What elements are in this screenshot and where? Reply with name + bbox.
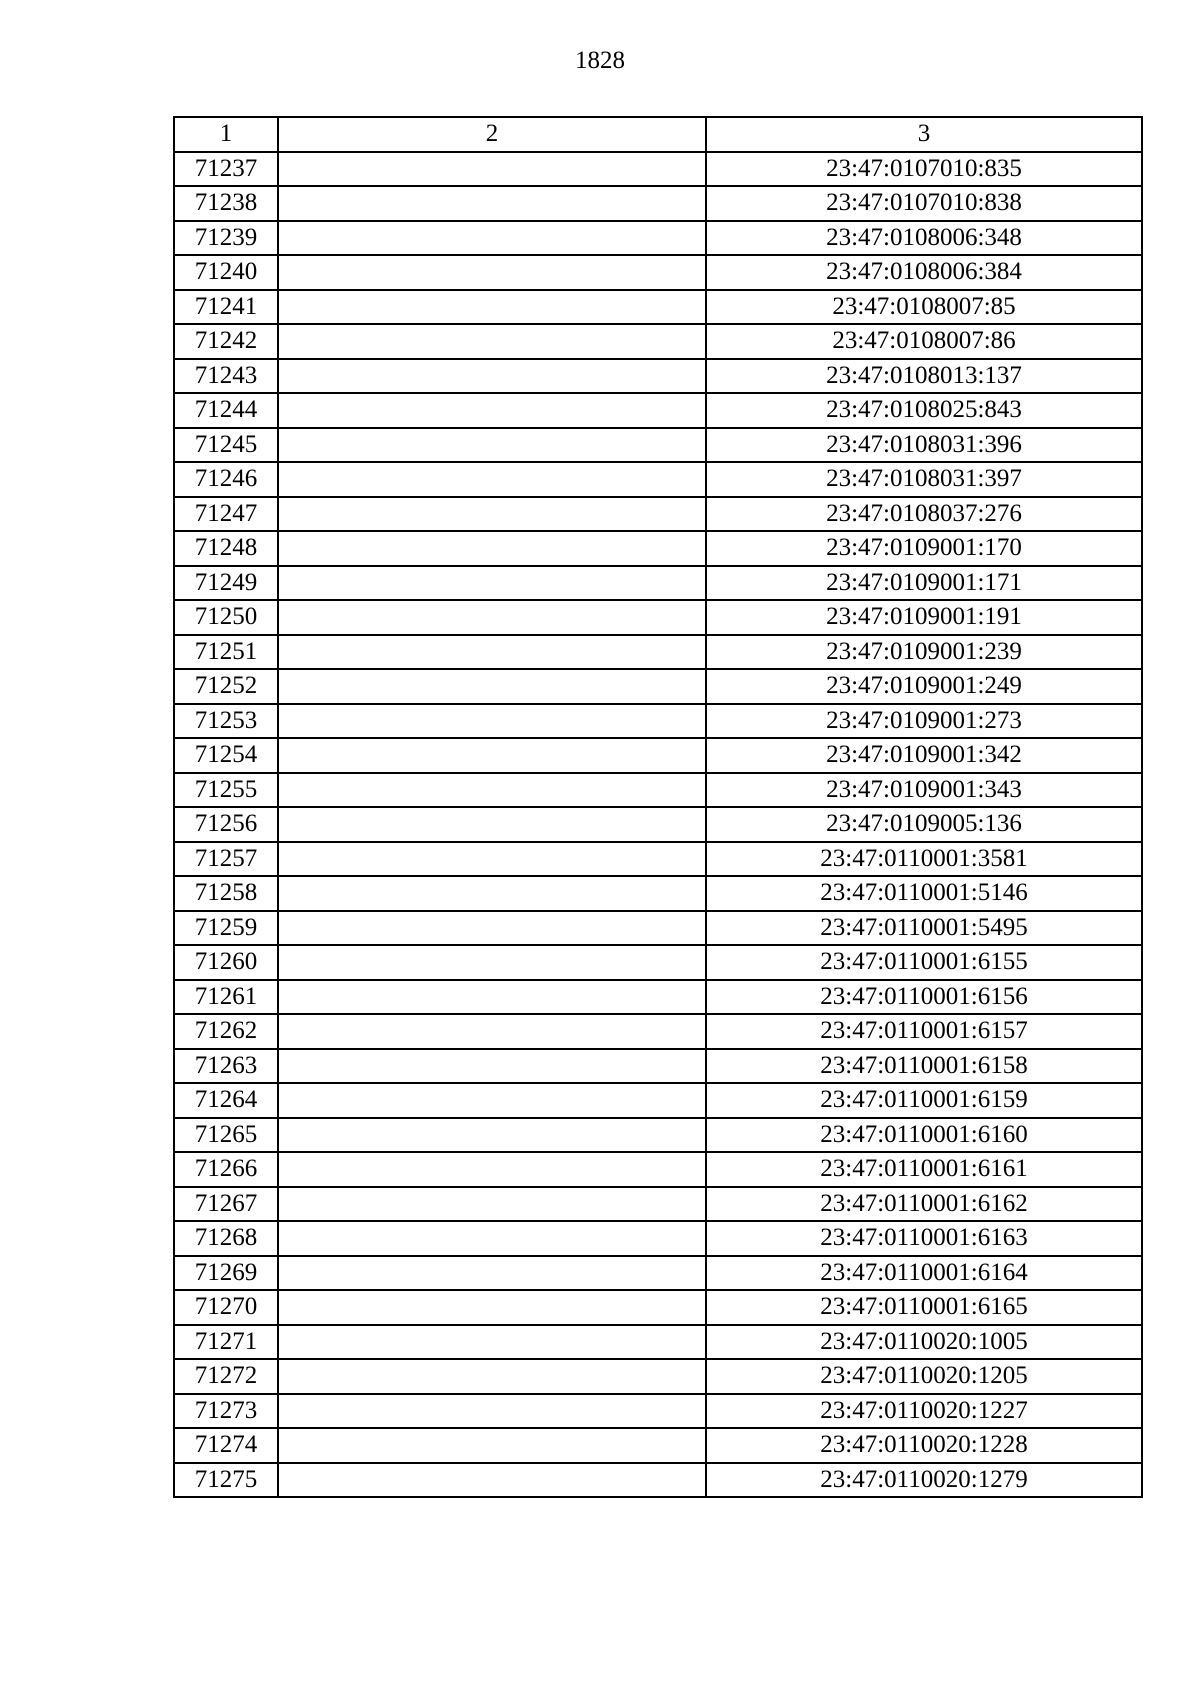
- row-number-cell: 71255: [174, 773, 278, 808]
- description-cell: [278, 462, 706, 497]
- table-row: [174, 738, 1142, 773]
- table-row: [174, 945, 1142, 980]
- description-cell: [278, 1049, 706, 1084]
- row-number-cell: 71271: [174, 1325, 278, 1360]
- table-row: [174, 1290, 1142, 1325]
- row-number-cell: 71259: [174, 911, 278, 946]
- cadastral-number-cell: 23:47:0109001:171: [706, 566, 1142, 601]
- cadastral-number-cell: 23:47:0110001:6164: [706, 1256, 1142, 1291]
- description-cell: [278, 773, 706, 808]
- row-number-cell: 71263: [174, 1049, 278, 1084]
- description-cell: [278, 359, 706, 394]
- table-row: [174, 1118, 1142, 1153]
- table-row: [174, 359, 1142, 394]
- table-row: [174, 1463, 1142, 1498]
- table-row: [174, 669, 1142, 704]
- description-cell: [278, 807, 706, 842]
- cadastral-number-cell: 23:47:0110001:6157: [706, 1014, 1142, 1049]
- table-row: [174, 1428, 1142, 1463]
- description-cell: [278, 186, 706, 221]
- description-cell: [278, 1463, 706, 1498]
- table-header-row: [174, 117, 1142, 152]
- table-row: [174, 186, 1142, 221]
- cadastral-number-cell: 23:47:0108006:348: [706, 221, 1142, 256]
- description-cell: [278, 945, 706, 980]
- description-cell: [278, 152, 706, 187]
- cadastral-table: [173, 116, 1143, 1498]
- description-cell: [278, 428, 706, 463]
- table-row: [174, 600, 1142, 635]
- row-number-cell: 71248: [174, 531, 278, 566]
- row-number-cell: 71262: [174, 1014, 278, 1049]
- row-number-cell: 71252: [174, 669, 278, 704]
- description-cell: [278, 324, 706, 359]
- cadastral-number-cell: 23:47:0109001:273: [706, 704, 1142, 739]
- table-row: [174, 1394, 1142, 1429]
- row-number-cell: 71247: [174, 497, 278, 532]
- cadastral-number-cell: 23:47:0110001:5495: [706, 911, 1142, 946]
- description-cell: [278, 290, 706, 325]
- row-number-cell: 71241: [174, 290, 278, 325]
- description-cell: [278, 1359, 706, 1394]
- cadastral-number-cell: 23:47:0110020:1205: [706, 1359, 1142, 1394]
- table-row: [174, 1221, 1142, 1256]
- column-header-1: 1: [174, 117, 278, 152]
- cadastral-number-cell: 23:47:0108031:397: [706, 462, 1142, 497]
- row-number-cell: 71245: [174, 428, 278, 463]
- table-body: [174, 117, 1142, 1497]
- row-number-cell: 71253: [174, 704, 278, 739]
- row-number-cell: 71264: [174, 1083, 278, 1118]
- cadastral-number-cell: 23:47:0108013:137: [706, 359, 1142, 394]
- row-number-cell: 71258: [174, 876, 278, 911]
- table-row: [174, 1083, 1142, 1118]
- row-number-cell: 71256: [174, 807, 278, 842]
- description-cell: [278, 1014, 706, 1049]
- cadastral-number-cell: 23:47:0108025:843: [706, 393, 1142, 428]
- cadastral-number-cell: 23:47:0110001:6158: [706, 1049, 1142, 1084]
- description-cell: [278, 566, 706, 601]
- description-cell: [278, 1221, 706, 1256]
- page-number: 1828: [575, 47, 625, 74]
- cadastral-number-cell: 23:47:0108031:396: [706, 428, 1142, 463]
- cadastral-number-cell: 23:47:0110001:6165: [706, 1290, 1142, 1325]
- cadastral-number-cell: 23:47:0107010:838: [706, 186, 1142, 221]
- cadastral-number-cell: 23:47:0109001:249: [706, 669, 1142, 704]
- cadastral-number-cell: 23:47:0109001:191: [706, 600, 1142, 635]
- cadastral-number-cell: 23:47:0110001:6160: [706, 1118, 1142, 1153]
- description-cell: [278, 738, 706, 773]
- table-row: [174, 911, 1142, 946]
- row-number-cell: 71243: [174, 359, 278, 394]
- row-number-cell: 71265: [174, 1118, 278, 1153]
- table-row: [174, 704, 1142, 739]
- table-row: [174, 1359, 1142, 1394]
- table-row: [174, 462, 1142, 497]
- table-row: [174, 290, 1142, 325]
- table-row: [174, 876, 1142, 911]
- row-number-cell: 71274: [174, 1428, 278, 1463]
- cadastral-number-cell: 23:47:0108037:276: [706, 497, 1142, 532]
- table-row: [174, 566, 1142, 601]
- table-row: [174, 842, 1142, 877]
- table-row: [174, 1325, 1142, 1360]
- table-row: [174, 1014, 1142, 1049]
- row-number-cell: 71260: [174, 945, 278, 980]
- table-row: [174, 393, 1142, 428]
- cadastral-number-cell: 23:47:0109005:136: [706, 807, 1142, 842]
- description-cell: [278, 1118, 706, 1153]
- table-row: [174, 1152, 1142, 1187]
- row-number-cell: 71240: [174, 255, 278, 290]
- table-row: [174, 531, 1142, 566]
- cadastral-number-cell: 23:47:0110020:1227: [706, 1394, 1142, 1429]
- row-number-cell: 71250: [174, 600, 278, 635]
- cadastral-number-cell: 23:47:0108006:384: [706, 255, 1142, 290]
- column-header-2: 2: [278, 117, 706, 152]
- row-number-cell: 71249: [174, 566, 278, 601]
- description-cell: [278, 255, 706, 290]
- cadastral-number-cell: 23:47:0109001:342: [706, 738, 1142, 773]
- cadastral-number-cell: 23:47:0110001:6156: [706, 980, 1142, 1015]
- cadastral-number-cell: 23:47:0107010:835: [706, 152, 1142, 187]
- cadastral-number-cell: 23:47:0110020:1279: [706, 1463, 1142, 1498]
- description-cell: [278, 221, 706, 256]
- table-row: [174, 221, 1142, 256]
- cadastral-number-cell: 23:47:0109001:170: [706, 531, 1142, 566]
- description-cell: [278, 842, 706, 877]
- cadastral-number-cell: 23:47:0108007:85: [706, 290, 1142, 325]
- row-number-cell: 71251: [174, 635, 278, 670]
- description-cell: [278, 1187, 706, 1222]
- table-row: [174, 324, 1142, 359]
- table-row: [174, 1049, 1142, 1084]
- row-number-cell: 71269: [174, 1256, 278, 1291]
- description-cell: [278, 1152, 706, 1187]
- row-number-cell: 71275: [174, 1463, 278, 1498]
- table-row: [174, 635, 1142, 670]
- table-row: [174, 428, 1142, 463]
- cadastral-number-cell: 23:47:0110001:6161: [706, 1152, 1142, 1187]
- description-cell: [278, 911, 706, 946]
- table-row: [174, 152, 1142, 187]
- row-number-cell: 71239: [174, 221, 278, 256]
- row-number-cell: 71246: [174, 462, 278, 497]
- cadastral-number-cell: 23:47:0110020:1228: [706, 1428, 1142, 1463]
- cadastral-number-cell: 23:47:0110020:1005: [706, 1325, 1142, 1360]
- description-cell: [278, 1325, 706, 1360]
- column-header-3: 3: [706, 117, 1142, 152]
- description-cell: [278, 635, 706, 670]
- row-number-cell: 71238: [174, 186, 278, 221]
- row-number-cell: 71268: [174, 1221, 278, 1256]
- description-cell: [278, 1083, 706, 1118]
- row-number-cell: 71244: [174, 393, 278, 428]
- row-number-cell: 71237: [174, 152, 278, 187]
- table-row: [174, 1187, 1142, 1222]
- description-cell: [278, 1394, 706, 1429]
- table-row: [174, 255, 1142, 290]
- description-cell: [278, 1256, 706, 1291]
- row-number-cell: 71254: [174, 738, 278, 773]
- description-cell: [278, 531, 706, 566]
- row-number-cell: 71261: [174, 980, 278, 1015]
- cadastral-number-cell: 23:47:0110001:6162: [706, 1187, 1142, 1222]
- description-cell: [278, 980, 706, 1015]
- row-number-cell: 71242: [174, 324, 278, 359]
- description-cell: [278, 876, 706, 911]
- table-row: [174, 773, 1142, 808]
- table-row: [174, 1256, 1142, 1291]
- cadastral-number-cell: 23:47:0110001:6163: [706, 1221, 1142, 1256]
- description-cell: [278, 669, 706, 704]
- row-number-cell: 71266: [174, 1152, 278, 1187]
- description-cell: [278, 1290, 706, 1325]
- description-cell: [278, 1428, 706, 1463]
- cadastral-number-cell: 23:47:0110001:5146: [706, 876, 1142, 911]
- cadastral-number-cell: 23:47:0109001:343: [706, 773, 1142, 808]
- table-row: [174, 980, 1142, 1015]
- description-cell: [278, 393, 706, 428]
- table-row: [174, 497, 1142, 532]
- cadastral-number-cell: 23:47:0110001:6159: [706, 1083, 1142, 1118]
- row-number-cell: 71272: [174, 1359, 278, 1394]
- description-cell: [278, 704, 706, 739]
- table-row: [174, 807, 1142, 842]
- row-number-cell: 71270: [174, 1290, 278, 1325]
- row-number-cell: 71267: [174, 1187, 278, 1222]
- cadastral-number-cell: 23:47:0108007:86: [706, 324, 1142, 359]
- cadastral-number-cell: 23:47:0109001:239: [706, 635, 1142, 670]
- row-number-cell: 71257: [174, 842, 278, 877]
- row-number-cell: 71273: [174, 1394, 278, 1429]
- cadastral-number-cell: 23:47:0110001:3581: [706, 842, 1142, 877]
- description-cell: [278, 497, 706, 532]
- description-cell: [278, 600, 706, 635]
- cadastral-number-cell: 23:47:0110001:6155: [706, 945, 1142, 980]
